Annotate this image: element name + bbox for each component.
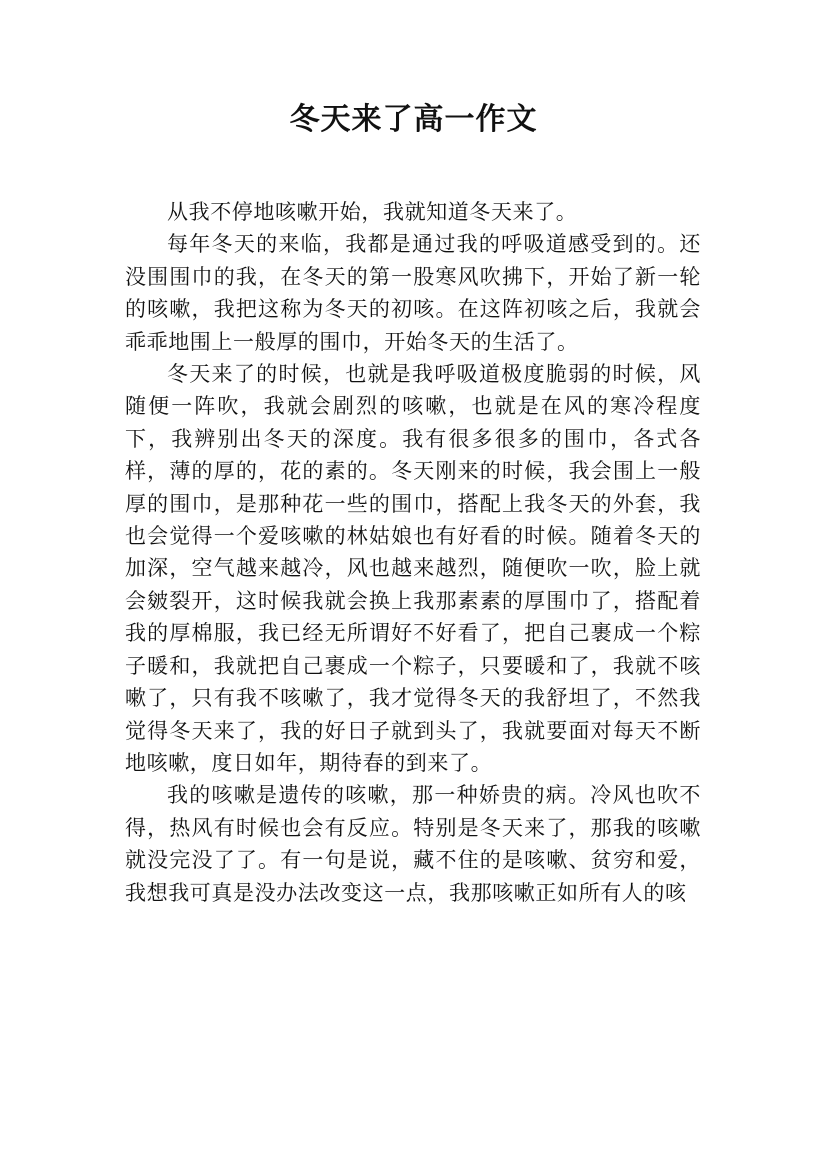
document-title: 冬天来了高一作文	[289, 102, 538, 137]
paragraph-1: 从我不停地咳嗽开始，我就知道冬天来了。	[167, 200, 578, 224]
document-body	[125, 196, 701, 909]
paragraph-2: 每年冬天的来临，我都是通过我的呼吸道感受到的。还没围围巾的我，在冬天的第一股寒风吹拂下，开始了新一轮的咳嗽，我把这称为冬天的初咳。在这阵初咳之后，我就会乖乖地围上一般厚的围巾，开始冬天的生活了。	[125, 232, 701, 354]
paragraph-4: 我的咳嗽是遗传的咳嗽，那一种娇贵的病。冷风也吹不得，热风有时候也会有反应。特别是冬天来了，那我的咳嗽就没完没了了。有一句是说，藏不住的是咳嗽、贫穷和爱，我想我可真是没办法改变这一点，我那咳嗽正如所有人的咳	[125, 783, 701, 905]
paragraph-3: 冬天来了的时候，也就是我呼吸道极度脆弱的时候，风随便一阵吹，我就会剧烈的咳嗽，也就是在风的寒冷程度下，我辨别出冬天的深度。我有很多很多的围巾，各式各样，薄的厚的，花的素的。冬天刚来的时候，我会围上一般厚的围巾，是那种花一些的围巾，搭配上我冬天的外套，我也会觉得一个爱咳嗽的林姑娘也有好看的时候。随着冬天的加深，空气越来越冷，风也越来越烈，随便吹一吹，脸上就会皴裂开，这时候我就会换上我那素素的厚围巾了，搭配着我的厚棉服，我已经无所谓好不好看了，把自己裹成一个粽子暖和，我就把自己裹成一个粽子，只要暖和了，我就不咳嗽了，只有我不咳嗽了，我才觉得冬天的我舒坦了，不然我觉得冬天来了，我的好日子就到头了，我就要面对每天不断地咳嗽，度日如年，期待春的到来了。	[125, 362, 701, 775]
